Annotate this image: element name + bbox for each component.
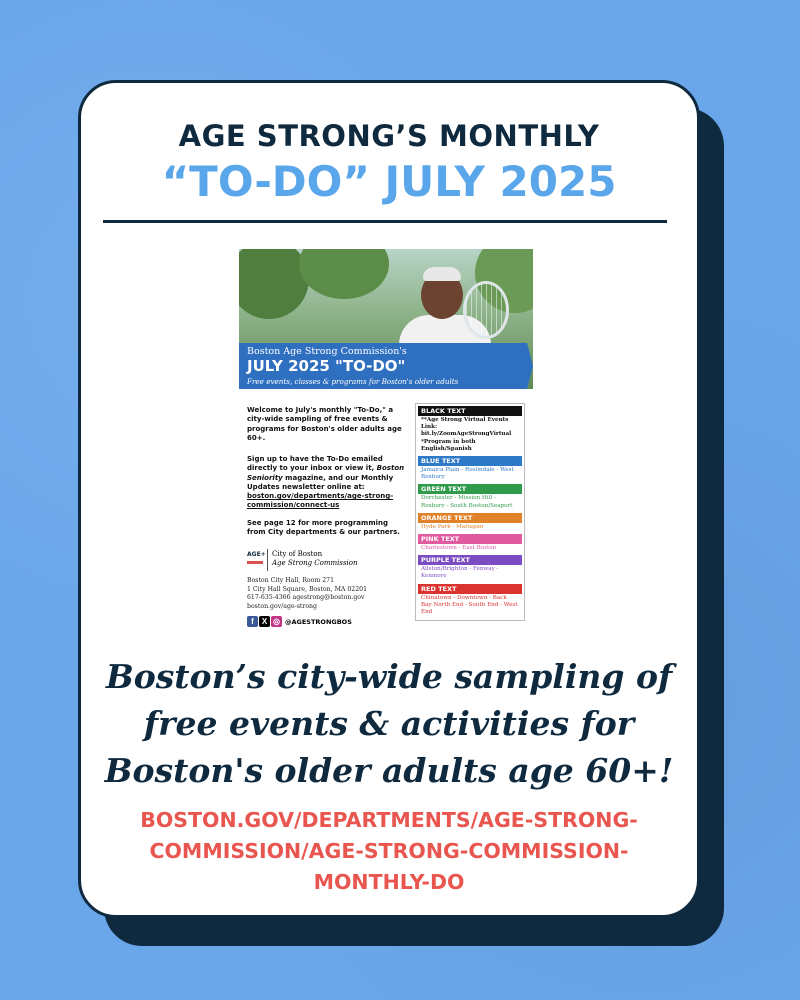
instagram-icon: ◎ bbox=[271, 616, 282, 627]
flyer-see-page: See page 12 for more programming from City departments & our partners. bbox=[247, 519, 400, 537]
age-strong-logo: AGE+ City of Boston Age Strong Commission bbox=[247, 549, 397, 573]
legend-header: BLUE TEXT bbox=[418, 456, 522, 466]
legend-header: RED TEXT bbox=[418, 584, 522, 594]
legend-header: PINK TEXT bbox=[418, 534, 522, 544]
banner-subtitle: Free events, classes & programs for Boston's older adults bbox=[247, 377, 459, 386]
banner-title: JULY 2025 "TO-DO" bbox=[247, 357, 406, 375]
tennis-racket-icon bbox=[463, 281, 509, 339]
legend-header: ORANGE TEXT bbox=[418, 513, 522, 523]
color-legend: BLACK TEXT **Age Strong Virtual Events Link: bit.ly/ZoomAgeStrongVirtual *Program in both English/Spanish BLUE TEXT Jamaica Plain - Roslindale - West Roxbury GREEN TEXT Dorchester - Mission Hill - Roxbury - South Boston/Seaport ORANGE TEXT Hyde Park - Mattapan PINK TEXT Charlestown - East Boston PURPLE TEXT Allston/Brighton - Fenway - Kenmore RED TEXT Chinatown - Downtown - Back Bay North End - South End - West End bbox=[415, 403, 525, 621]
x-icon: X bbox=[259, 616, 270, 627]
tagline: Boston’s city-wide sampling of free events & activities for Boston's older adults age 60+! bbox=[104, 657, 674, 790]
divider bbox=[103, 220, 667, 223]
flyer-intro: Welcome to July's monthly "To-Do," a city-wide sampling of free events & programs for Boston's older adults age 60+. bbox=[247, 406, 402, 442]
social-handle: @AGESTRONGBOS bbox=[285, 617, 352, 626]
flyer-thumbnail bbox=[239, 249, 533, 625]
flyer-signup-link: boston.gov/departments/age-strong-commission/connect-us bbox=[247, 492, 394, 510]
monthly-do-link[interactable]: BOSTON.GOV/DEPARTMENTS/AGE-STRONG-COMMISSION/AGE-STRONG-COMMISSION-MONTHLY-DO bbox=[140, 808, 638, 894]
flyer-signup: Sign up to have the To-Do emailed directly to your inbox or view it, Boston Seniority magazine, and our Monthly Updates newsletter online at: boston.gov/departments/age-strong-commission/connect-us bbox=[247, 455, 405, 510]
banner-org: Boston Age Strong Commission's bbox=[247, 346, 407, 357]
title-line-1: AGE STRONG’S MONTHLY bbox=[178, 119, 600, 153]
facebook-icon: f bbox=[247, 616, 258, 627]
legend-header: GREEN TEXT bbox=[418, 484, 522, 494]
legend-header: BLACK TEXT bbox=[418, 406, 522, 416]
social-links bbox=[247, 613, 352, 625]
title-line-2: “TO-DO” JULY 2025 bbox=[161, 157, 617, 206]
flyer-address: Boston City Hall, Room 271 1 City Hall Square, Boston, MA 02201 617-635-4366 agestrong@boston.gov boston.gov/age-strong bbox=[247, 577, 368, 610]
legend-header: PURPLE TEXT bbox=[418, 555, 522, 565]
promo-card bbox=[78, 80, 700, 918]
